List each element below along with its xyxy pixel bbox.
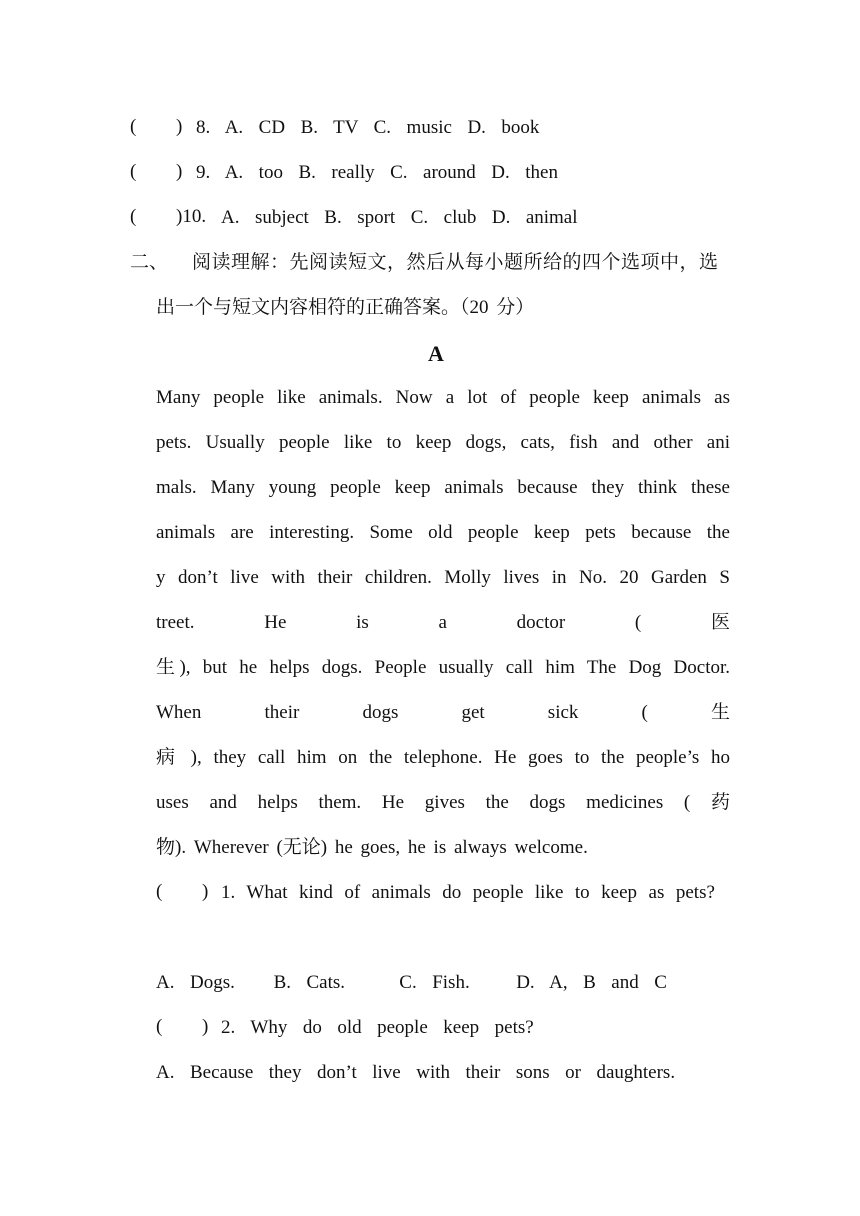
question-options: A. Because they don’t live with their sons or daughters.: [156, 1062, 676, 1083]
section-instruction-line2: 出一个与短文内容相符的正确答案。（20 分）: [156, 297, 535, 318]
passage-line: pets. Usually people like to keep dogs, cats, fish and other ani: [156, 432, 730, 453]
passage-line: When their dogs get sick ( 生: [156, 702, 730, 723]
answer-paren-open[interactable]: (: [130, 161, 137, 182]
question-options: A. Dogs. B. Cats. C. Fish. D. A, B and C: [156, 972, 667, 993]
answer-paren-open[interactable]: (: [130, 116, 137, 137]
answer-paren-close: ): [202, 881, 209, 902]
answer-paren-close: ): [202, 1016, 209, 1037]
mcq-text: 8. A. CD B. TV C. music D. book: [196, 117, 540, 138]
question-text: 1. What kind of animals do people like to keep as pets?: [221, 882, 715, 903]
answer-paren-close: ): [176, 161, 183, 182]
passage-line: treet. He is a doctor ( 医: [156, 612, 730, 633]
section-instruction-line1: 阅读理解：先阅读短文，然后从每小题所给的四个选项中，选: [192, 252, 719, 273]
question-text: 2. Why do old people keep pets?: [221, 1017, 534, 1038]
mcq-text: 9. A. too B. really C. around D. then: [196, 162, 558, 183]
answer-paren-close: ): [176, 116, 183, 137]
passage-line: y don’t live with their children. Molly lives in No. 20 Garden S: [156, 567, 730, 588]
answer-paren-open[interactable]: (: [130, 206, 137, 227]
section-number: 二、: [130, 252, 169, 273]
passage-line: 物). Wherever (无论) he goes, he is always welcome.: [156, 837, 588, 858]
answer-paren-open[interactable]: (: [156, 881, 163, 902]
answer-paren-open[interactable]: (: [156, 1016, 163, 1037]
mcq-text: A. subject B. sport C. club D. animal: [221, 207, 578, 228]
answer-paren-close: )10.: [176, 206, 207, 227]
passage-line: mals. Many young people keep animals because they think these: [156, 477, 730, 498]
passage-line: Many people like animals. Now a lot of people keep animals as: [156, 387, 730, 408]
passage-line: 病 ), they call him on the telephone. He goes to the people’s ho: [156, 747, 730, 768]
passage-line: animals are interesting. Some old people keep pets because the: [156, 522, 730, 543]
passage-title: A: [428, 341, 444, 366]
passage-line: uses and helps them. He gives the dogs medicines ( 药: [156, 792, 730, 813]
passage-line: 生), but he helps dogs. People usually call him The Dog Doctor.: [156, 657, 730, 678]
